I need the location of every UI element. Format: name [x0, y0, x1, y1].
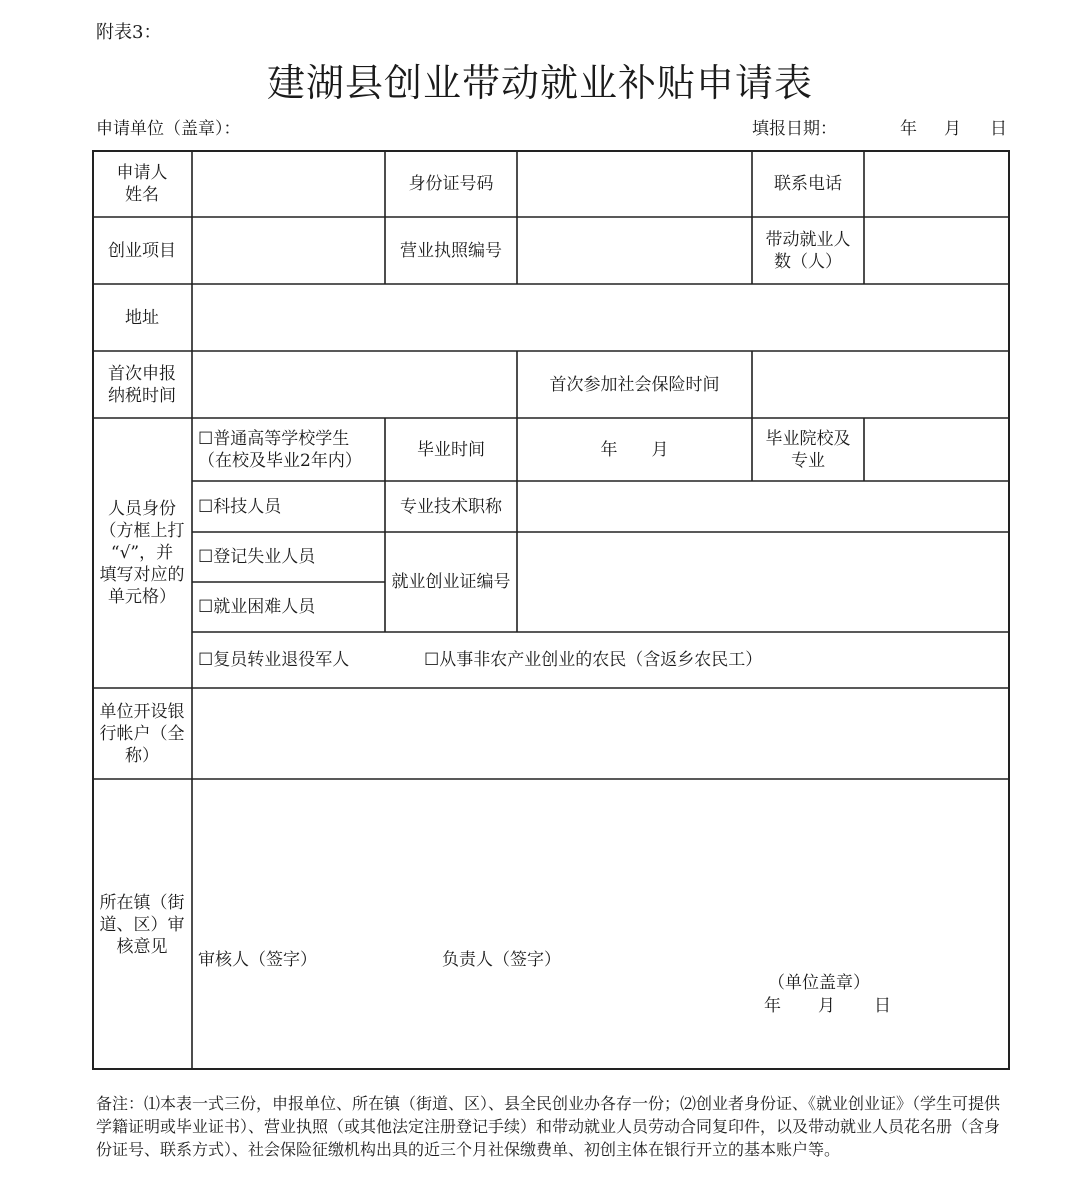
leader-signature-label: 负责人（签字）	[442, 950, 561, 970]
identity-label: 人员身份 （方框上打 “√”，并 填写对应的 单元格）	[99, 499, 185, 607]
employees-count-field[interactable]	[864, 217, 1010, 284]
unit-seal-label: （单位盖章）	[768, 973, 870, 993]
employment-cert-field[interactable]	[517, 532, 1010, 632]
applicant-unit-label: 申请单位（盖章）：	[96, 119, 241, 139]
unemployed-checkbox[interactable]: ☐登记失业人员	[198, 547, 316, 567]
graduation-year: 年	[600, 439, 618, 460]
first-tax-label: 首次申报 纳税时间	[108, 363, 176, 406]
page-title: 建湖县创业带动就业补贴申请表	[266, 61, 813, 105]
bank-account-label: 单位开设银 行帐户（全 称）	[99, 701, 185, 766]
project-field[interactable]	[192, 217, 385, 284]
fill-date-month: 月	[944, 119, 961, 139]
applicant-name-label: 申请人 姓名	[116, 162, 168, 205]
tech-title-field[interactable]	[517, 481, 1010, 532]
first-insurance-field[interactable]	[752, 351, 1010, 418]
id-number-label: 身份证号码	[408, 173, 494, 194]
tech-title-label: 专业技术职称	[400, 496, 502, 517]
appendix-label: 附表3：	[96, 22, 162, 43]
address-label: 地址	[125, 307, 159, 328]
farmer-checkbox[interactable]: ☐从事非农产业创业的农民（含返乡农民工）	[424, 650, 763, 670]
bank-account-field[interactable]	[192, 688, 1010, 779]
license-number-label: 营业执照编号	[400, 240, 502, 261]
student-checkbox[interactable]: ☐普通高等学校学生 （在校及毕业2年内）	[198, 428, 362, 471]
review-date-month: 月	[818, 996, 835, 1016]
fill-date-day: 日	[990, 119, 1007, 139]
school-major-field[interactable]	[864, 418, 1010, 481]
graduation-month: 月	[651, 439, 669, 460]
review-opinion-label: 所在镇（街 道、区）审 核意见	[99, 892, 185, 957]
school-major-label: 毕业院校及 专业	[765, 428, 851, 471]
address-field[interactable]	[192, 284, 1010, 351]
employment-cert-label: 就业创业证编号	[391, 572, 511, 592]
veteran-checkbox[interactable]: ☐复员转业退役军人	[198, 650, 350, 670]
project-label: 创业项目	[108, 240, 176, 261]
phone-field[interactable]	[864, 150, 1010, 217]
fill-date-label: 填报日期：	[752, 119, 837, 139]
applicant-name-field[interactable]	[192, 150, 385, 217]
review-date-year: 年	[764, 996, 781, 1016]
employees-count-label: 带动就业人 数（人）	[765, 229, 851, 272]
application-form-table	[92, 150, 1010, 1070]
graduation-time-field[interactable]	[517, 418, 752, 481]
first-insurance-label: 首次参加社会保险时间	[549, 374, 720, 395]
remarks-note: 备注：⑴本表一式三份，申报单位、所在镇（街道、区）、县全民创业办各存一份；⑵创业者身份证、《就业创业证》（学生可提供学籍证明或毕业证书）、营业执照（或其他法定注册登记手续）和带动就业人员劳动合同复印件，以及带动就业人员花名册（含身份证号、联系方式）、社会保险征缴机构出具的近三个月社保缴费单、初创主体在银行开立的基本账户等。	[96, 1094, 1001, 1159]
graduation-time-label: 毕业时间	[417, 439, 485, 460]
tech-staff-checkbox[interactable]: ☐科技人员	[198, 496, 282, 517]
review-opinion-field[interactable]	[192, 779, 1010, 1070]
fill-date-year: 年	[900, 119, 917, 139]
hardship-checkbox[interactable]: ☐就业困难人员	[198, 597, 316, 617]
id-number-field[interactable]	[517, 150, 752, 217]
reviewer-signature-label: 审核人（签字）	[198, 950, 317, 970]
first-tax-field[interactable]	[192, 351, 517, 418]
review-date-day: 日	[874, 996, 891, 1016]
phone-label: 联系电话	[774, 173, 842, 194]
license-number-field[interactable]	[517, 217, 752, 284]
